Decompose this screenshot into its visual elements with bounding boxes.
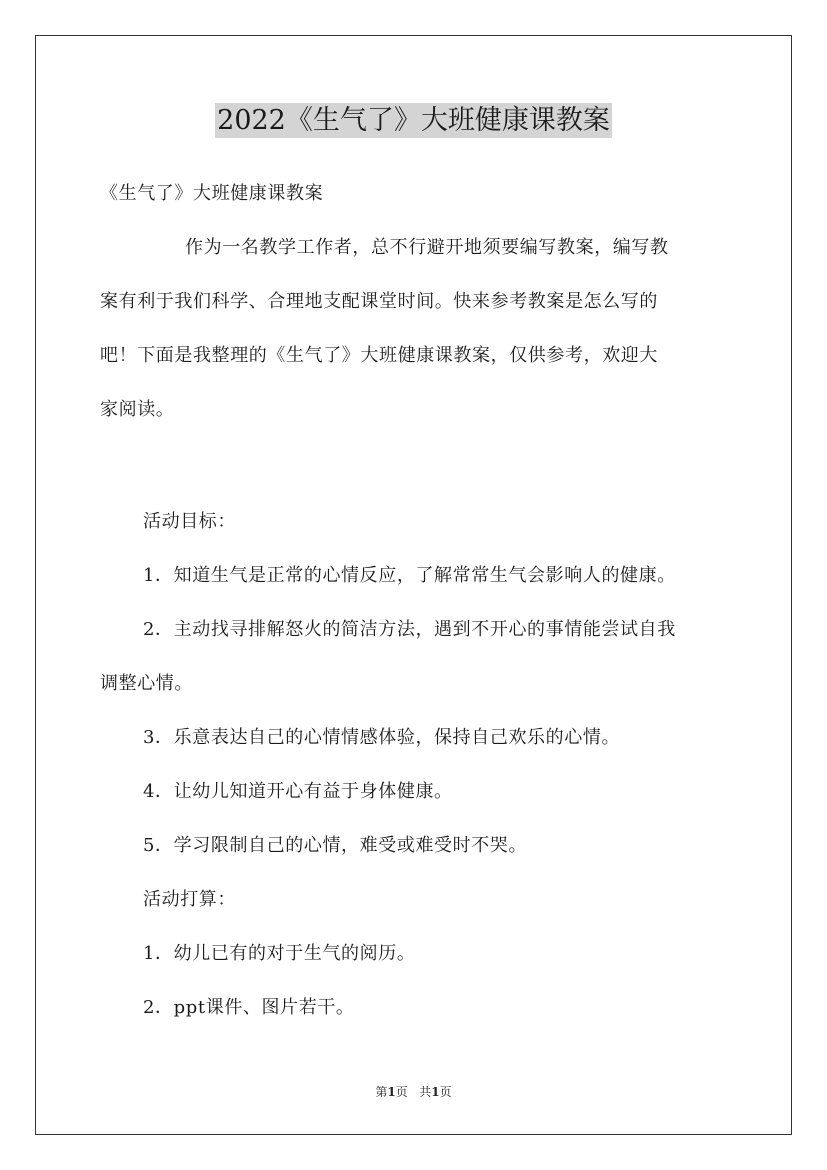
goal-item: 3．乐意表达自己的心情情感体验，保持自己欢乐的心情。 xyxy=(143,727,621,748)
page-number: 1 xyxy=(387,1085,396,1099)
intro-line: 作为一名教学工作者，总不行避开地须要编写教案，编写教 xyxy=(185,237,669,258)
document-title xyxy=(0,101,827,141)
intro-line: 吧！下面是我整理的《生气了》大班健康课教案，仅供参考，欢迎大 xyxy=(100,345,658,366)
goal-item: 5．学习限制自己的心情，难受或难受时不哭。 xyxy=(143,835,528,856)
goal-item: 2．主动找寻排解怒火的简洁方法，遇到不开心的事情能尝试自我 xyxy=(143,619,676,640)
goal-item: 4．让幼儿知道开心有益于身体健康。 xyxy=(143,781,453,802)
document-title-text: 2022《生气了》大班健康课教案 xyxy=(217,105,610,136)
prep-item: 2．ppt课件、图片若干。 xyxy=(143,997,355,1018)
intro-line: 案有利于我们科学、合理地支配课堂时间。快来参考教案是怎么写的 xyxy=(100,291,658,312)
goals-heading: 活动目标： xyxy=(143,511,236,532)
prep-item: 1．幼儿已有的对于生气的阅历。 xyxy=(143,943,416,964)
page-prefix: 第 xyxy=(375,1085,388,1099)
goal-item: 调整心情。 xyxy=(100,673,193,694)
subtitle: 《生气了》大班健康课教案 xyxy=(100,183,324,204)
page-footer xyxy=(0,1083,827,1100)
goal-item: 1．知道生气是正常的心情反应，了解常常生气会影响人的健康。 xyxy=(143,565,676,586)
total-prefix: 共 xyxy=(419,1085,432,1099)
prep-heading: 活动打算： xyxy=(143,889,236,910)
total-suffix: 页 xyxy=(439,1085,452,1099)
page-suffix: 页 xyxy=(395,1085,408,1099)
intro-line: 家阅读。 xyxy=(100,399,175,420)
total-pages: 1 xyxy=(431,1085,440,1099)
